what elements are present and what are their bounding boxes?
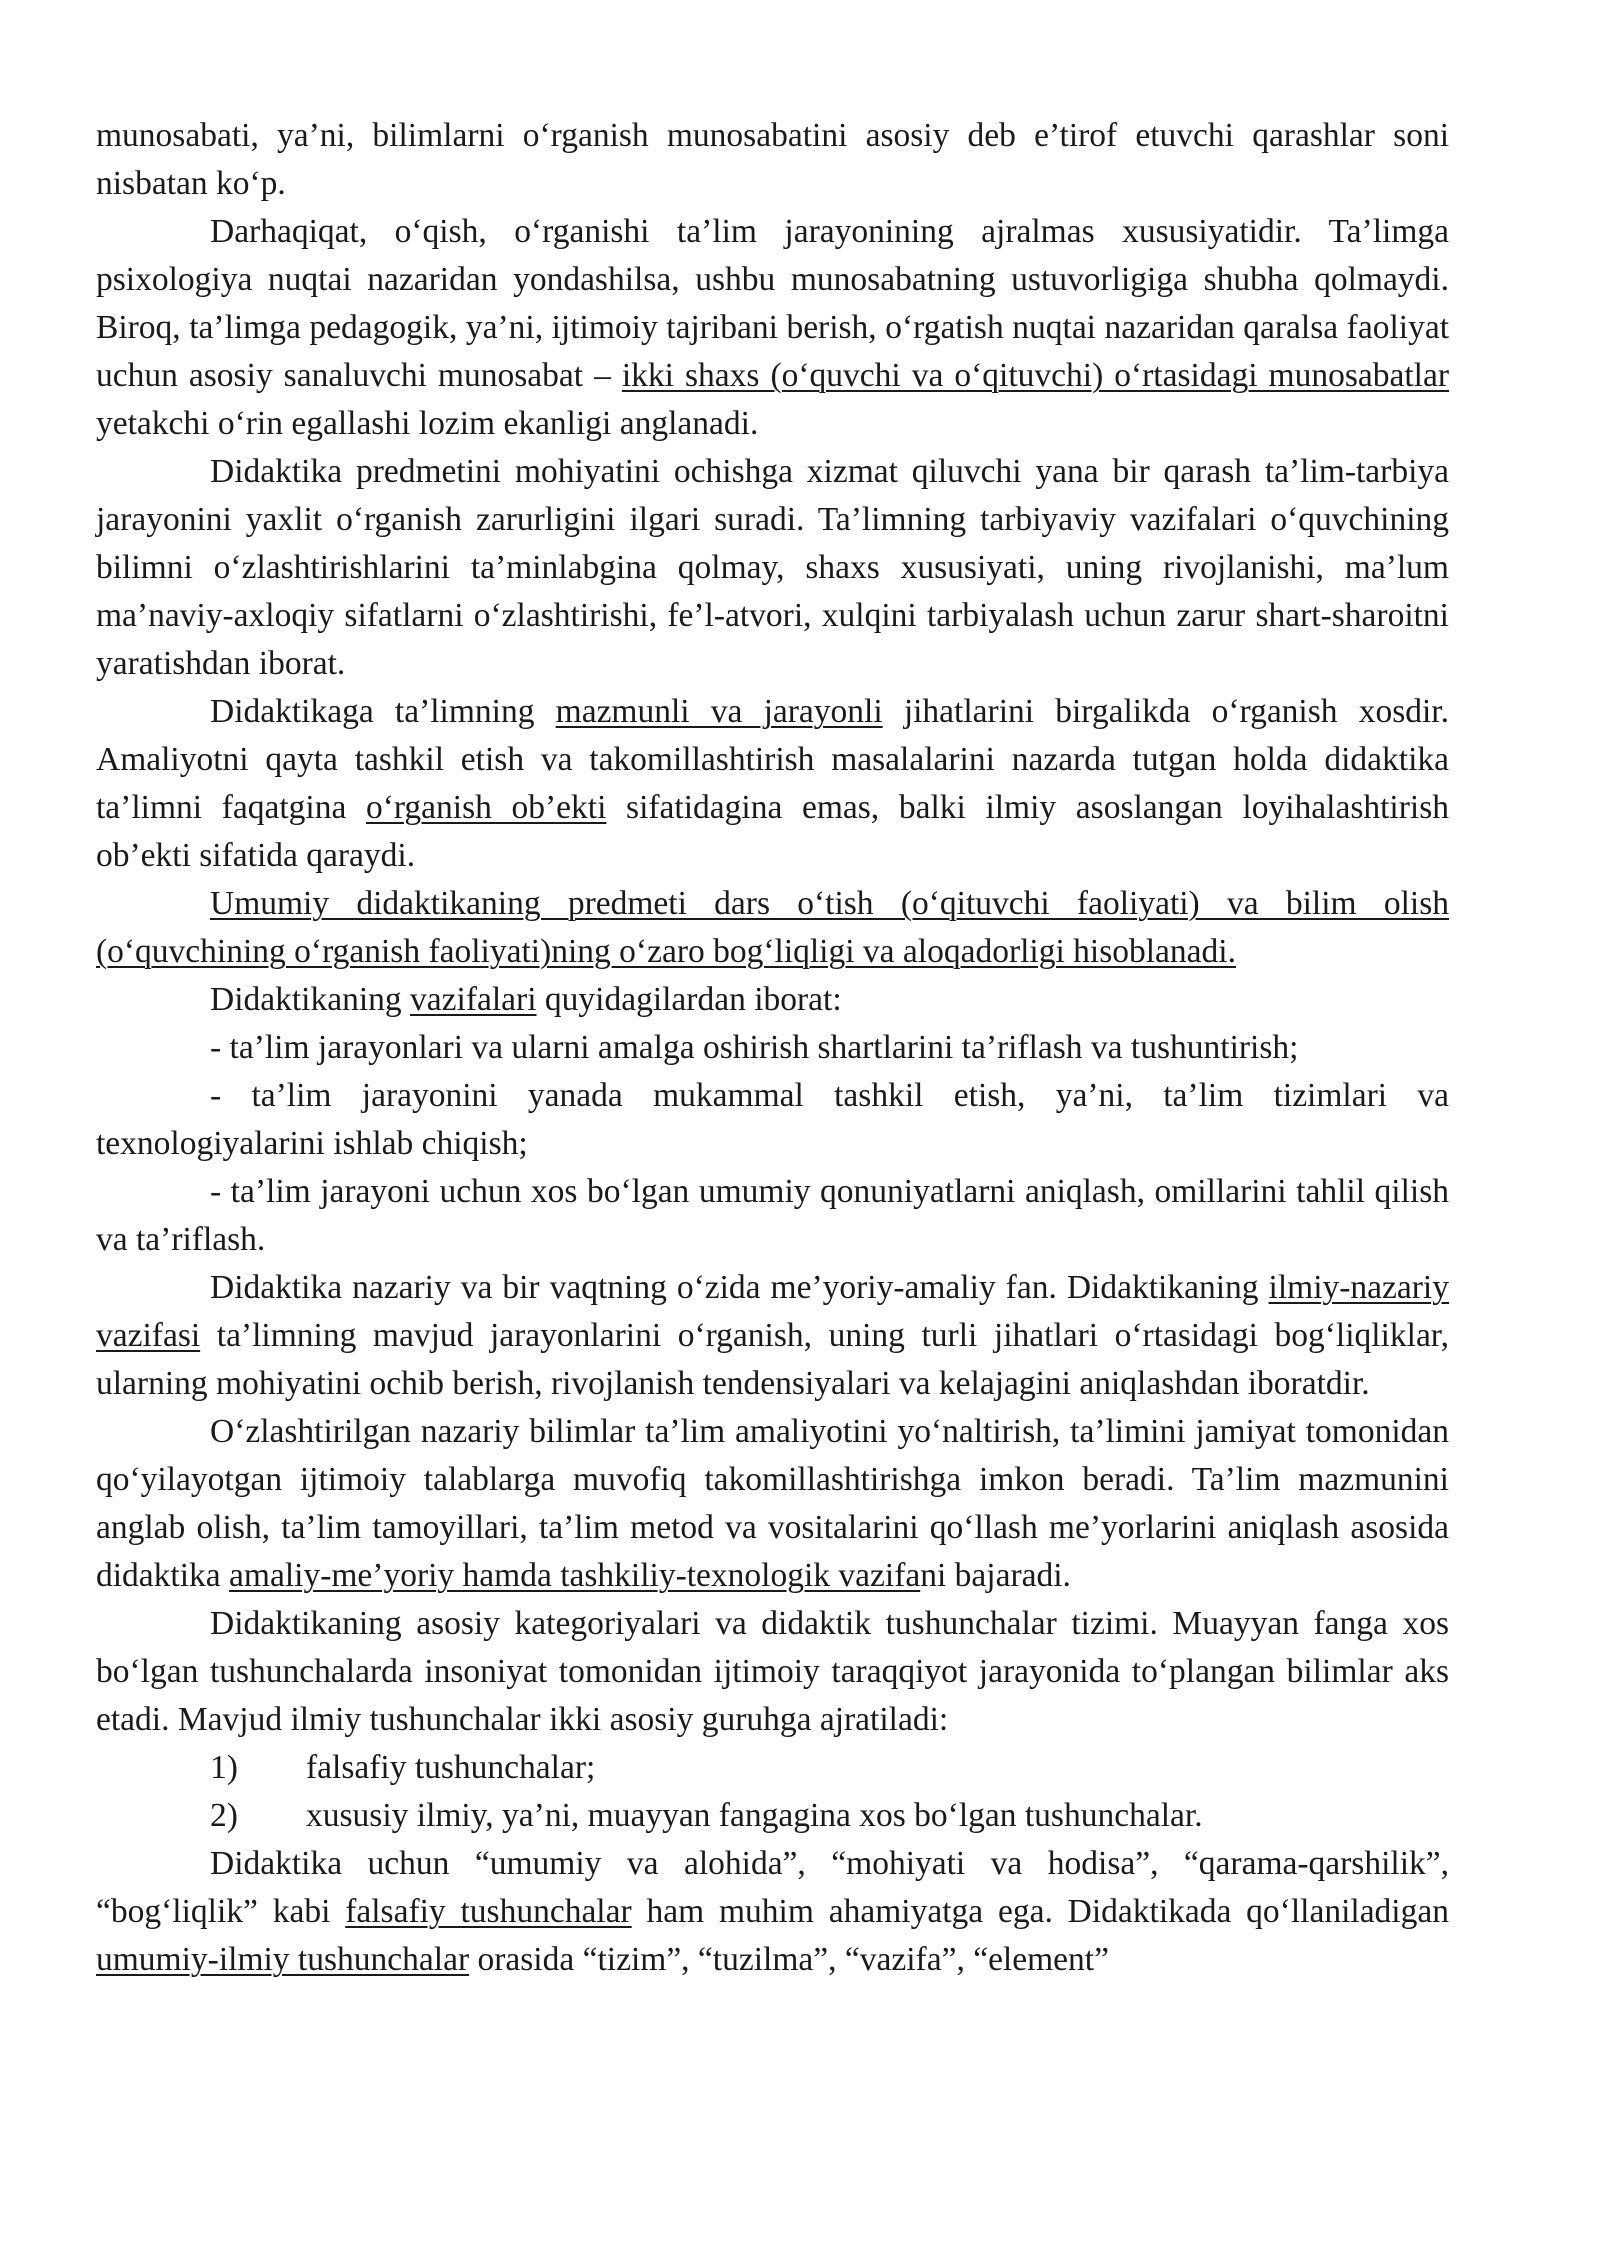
underlined-text: Umumiy didaktikaning predmeti dars o‘tish (o‘qituvchi faoliyati) va bilim olish (o‘quvchining o‘rganish faoliyati)ning o‘zaro bog‘liqligi va aloqadorligi hisoblanadi.: [96, 885, 1449, 970]
text-run: yetakchi o‘rin egallashi lozim ekanligi anglanadi.: [96, 405, 759, 442]
paragraph: [96, 1264, 1449, 1408]
paragraph: [96, 1168, 1449, 1264]
list-item-text: falsafiy tushunchalar;: [306, 1749, 596, 1786]
paragraph: [96, 448, 1449, 688]
text-run: Didaktikaga ta’limning: [210, 693, 556, 730]
paragraph: [96, 1024, 1449, 1072]
text-run: Darhaqiqat, o‘qish, o‘rganishi ta’lim jarayonining ajralmas xususiyatidir. Ta’limga psixologiya nuqtai nazaridan yondashilsa, ushbu munosabatning ustuvorligiga shubha qolmaydi. Biroq, ta’limga pedagogik, ya’ni, ijtimoiy tajribani berish, o‘rgatish nuqtai nazaridan qaralsa faoliyat uchun asosiy sanaluvchi munosabat –: [96, 213, 1449, 394]
paragraph: [96, 1072, 1449, 1168]
paragraph: [96, 1408, 1449, 1600]
text-run: Didaktikaning: [210, 981, 411, 1018]
list-item-number: 1): [210, 1749, 238, 1786]
paragraph: [96, 880, 1449, 976]
text-run: O‘zlashtirilgan nazariy bilimlar ta’lim amaliyotini yo‘naltirish, ta’limini jamiyat tomonidan qo‘yilayotgan ijtimoiy talablarga muvofiq takomillashtirishga imkon beradi. Ta’lim mazmunini anglab olish, ta’lim tamoyillari, ta’lim metod va vositalarini qo‘llash me’yorlarini aniqlash asosida didaktika: [96, 1413, 1449, 1594]
paragraph: [96, 112, 1449, 208]
text-run: - ta’lim jarayoni uchun xos bo‘lgan umumiy qonuniyatlarni aniqlash, omillarini tahlil qilish va ta’riflash.: [96, 1173, 1449, 1258]
paragraph: [96, 976, 1449, 1024]
paragraph: [96, 1840, 1449, 1984]
paragraph: [96, 688, 1449, 880]
list-item-text: xususiy ilmiy, ya’ni, muayyan fangagina xos bo‘lgan tushunchalar.: [306, 1797, 1203, 1834]
document-page: [96, 112, 1449, 1984]
text-run: sifatidagina emas, balki ilmiy asoslangan loyihalashtirish ob’ekti sifatida qaraydi.: [96, 789, 1449, 874]
text-run: ta’limning mavjud jarayonlarini o‘rganish, uning turli jihatlari o‘rtasidagi bog‘liqliklar, ularning mohiyatini ochib berish, rivojlanish tendensiyalari va kelajagini aniqlashdan iboratdir.: [96, 1317, 1449, 1402]
text-run: orasida “tizim”, “tuzilma”, “vazifa”, “element”: [469, 1941, 1109, 1978]
paragraph: [96, 1600, 1449, 1744]
text-run: - ta’lim jarayonlari va ularni amalga oshirish shartlarini ta’riflash va tushuntirish;: [210, 1029, 1299, 1066]
final-text: [96, 1840, 1449, 1984]
text-run: ham muhim ahamiyatga ega. Didaktikada qo‘llaniladigan: [631, 1893, 1449, 1930]
text-run: munosabati, ya’ni, bilimlarni o‘rganish munosabatini asosiy deb e’tirof etuvchi qarashlar soni nisbatan ko‘p.: [96, 117, 1449, 202]
underlined-text: o‘rganish ob’ekti: [365, 789, 607, 826]
list-item-number: 2): [210, 1797, 238, 1834]
underlined-text: vazifalari: [410, 981, 537, 1018]
text-run: Didaktika uchun “umumiy va alohida”, “mohiyati va hodisa”, “qarama-qarshilik”, “bog‘liqlik” kabi: [96, 1845, 1449, 1930]
body-text: [96, 112, 1449, 1744]
underlined-text: ikki shaxs (o‘quvchi va o‘qituvchi) o‘rtasidagi munosabatlar: [621, 357, 1449, 394]
numbered-list: [96, 1744, 1449, 1840]
text-run: quyidagilardan iborat:: [536, 981, 842, 1018]
list-item: [96, 1744, 1449, 1792]
underlined-text: falsafiy tushunchalar: [345, 1893, 632, 1930]
underlined-text: mazmunli va jarayonli: [555, 693, 883, 730]
list-item: [96, 1792, 1449, 1840]
text-run: - ta’lim jarayonini yanada mukammal tashkil etish, ya’ni, ta’lim tizimlari va texnologiyalarini ishlab chiqish;: [96, 1077, 1449, 1162]
text-run: Didaktika nazariy va bir vaqtning o‘zida me’yoriy-amaliy fan. Didaktikaning: [210, 1269, 1269, 1306]
underlined-text: umumiy-ilmiy tushunchalar: [96, 1941, 470, 1978]
paragraph: [96, 208, 1449, 448]
text-run: Didaktikaning asosiy kategoriyalari va didaktik tushunchalar tizimi. Muayyan fanga xos bo‘lgan tushunchalarda insoniyat tomonidan ijtimoiy taraqqiyot jarayonida to‘plangan bilimlar aks etadi. Mavjud ilmiy tushunchalar ikki asosiy guruhga ajratiladi:: [96, 1605, 1449, 1738]
text-run: jihatlarini birgalikda o‘rganish xosdir. Amaliyotni qayta tashkil etish va takomillashtirish masalalarini nazarda tutgan holda didaktika ta’limni faqatgina: [96, 693, 1449, 826]
text-run: Didaktika predmetini mohiyatini ochishga xizmat qiluvchi yana bir qarash ta’lim-tarbiya jarayonini yaxlit o‘rganish zarurligini ilgari suradi. Ta’limning tarbiyaviy vazifalari o‘quvchining bilimni o‘zlashtirishlarini ta’minlabgina qolmay, shaxs xususiyati, uning rivojlanishi, ma’lum ma’naviy-axloqiy sifatlarni o‘zlashtirishi, fe’l-atvori, xulqini tarbiyalash uchun zarur shart-sharoitni yaratishdan iborat.: [96, 453, 1449, 682]
underlined-text: ilmiy-nazariy vazifasi: [96, 1269, 1449, 1354]
text-run: ni bajaradi.: [920, 1557, 1071, 1594]
underlined-text: amaliy-me’yoriy hamda tashkiliy-texnologik vazifa: [229, 1557, 921, 1594]
